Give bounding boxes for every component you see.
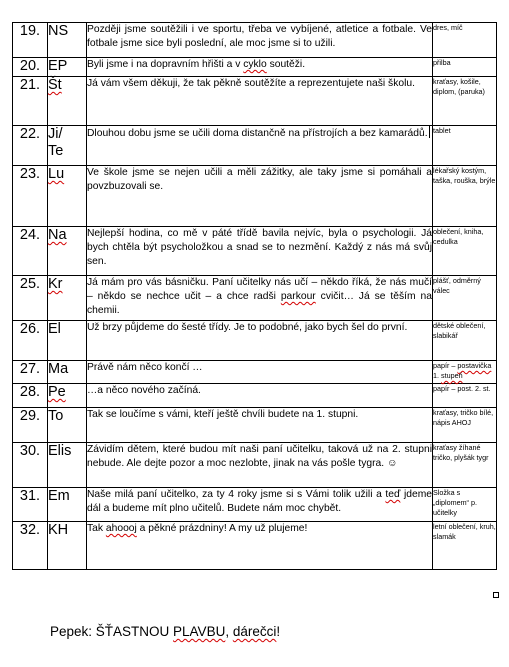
row-number: 30. [13,443,48,488]
speaker-initials: El [48,321,87,361]
row-number: 23. [13,166,48,227]
table-row [13,77,497,126]
row-number: 20. [13,58,48,77]
table-resize-handle[interactable] [493,592,499,598]
spoken-line: Ve škole jsme se nejen učili a měli zážitky, ale taky jsme si pomáhali a povzbuzovali se. [87,166,433,227]
props-costume: plášť, odměrný válec [433,276,497,321]
spoken-line: Závidím dětem, které budou mít naši paní učitelku, taková už na 2. stupni nebude. Ale dejte pozor a moc nezlobte, jinak na vás pošle tygra. ☺ [87,443,433,488]
props-costume: oblečení, kniha, cedulka [433,227,497,276]
row-number: 31. [13,488,48,522]
speaker-initials: Lu [48,166,87,227]
speaker-initials: KH [48,522,87,570]
row-number: 24. [13,227,48,276]
props-costume: kraťasy žíhané tričko, plyšák tygr [433,443,497,488]
text-cursor [429,126,430,138]
row-number: 32. [13,522,48,570]
speaker-initials: Na [48,227,87,276]
script-rows [13,23,497,570]
props-costume: kraťasy, tričko bílé, nápis AHOJ [433,408,497,443]
props-costume: kraťasy, košile, diplom, (paruka) [433,77,497,126]
row-number: 22. [13,126,48,166]
table-row [13,408,497,443]
table-row [13,126,497,166]
speaker-initials: Ji/ Te [48,126,87,166]
table-row [13,488,497,522]
props-costume: tablet [433,126,497,166]
table-row [13,227,497,276]
props-costume: papír – postavička 1. stupeň [433,361,497,384]
spoken-line: Už brzy půjdeme do šesté třídy. Je to podobné, jako bych šel do první. [87,321,433,361]
speaker-initials: Št [48,77,87,126]
props-costume: dres, míč [433,23,497,58]
row-number: 29. [13,408,48,443]
speaker-initials: Kr [48,276,87,321]
spoken-line: Dlouhou dobu jsme se učili doma distančně na přístrojích a bez kamarádů. [87,126,433,166]
table-row [13,58,497,77]
row-number: 21. [13,77,48,126]
props-costume: dětské oblečení, slabikář [433,321,497,361]
props-costume: Složka s „diplomem“ p. učitelky [433,488,497,522]
spoken-line: Naše milá paní učitelko, za ty 4 roky jsme si s Vámi tolik užili a teď jdeme dál a budeme mít plno učitelů. Budete nám moc chybět. [87,488,433,522]
speaker-initials: Em [48,488,87,522]
props-costume: letní oblečení, kruh, slamák [433,522,497,570]
row-number: 28. [13,384,48,408]
table-row [13,361,497,384]
table-row [13,166,497,227]
speaker-initials: Elis [48,443,87,488]
spoken-line: Tak ahoooj a pěkné prázdniny! A my už plujeme! [87,522,433,570]
speaker-initials: Pe [48,384,87,408]
row-number: 26. [13,321,48,361]
row-number: 19. [13,23,48,58]
spoken-line: …a něco nového začíná. [87,384,433,408]
spoken-line: Později jsme soutěžili i ve sportu, třeba ve vybíjené, atletice a fotbale. Ve fotbale jsme sice byli poslední, ale moc jsme si to užili. [87,23,433,58]
spoken-line: Já mám pro vás básničku. Paní učitelky nás učí – někdo říká, že nás mučí – někdo se nechce učit – a chce radši parkour cvičit… Já se těším na chemii. [87,276,433,321]
speaker-initials: NS [48,23,87,58]
props-costume: přilba [433,58,497,77]
table-row [13,522,497,570]
speaker-initials: To [48,408,87,443]
table-row [13,384,497,408]
row-number: 25. [13,276,48,321]
props-costume: lékařský kostým, taška, rouška, brýle [433,166,497,227]
table-row [13,276,497,321]
spoken-line: Právě nám něco končí … [87,361,433,384]
props-costume: papír – post. 2. st. [433,384,497,408]
table-row [13,321,497,361]
spoken-line: Nejlepší hodina, co mě v páté třídě bavila nejvíc, byla o psychologii. Já bych chtěla být psycholožkou a snad se to nezmění. Každý z nás má svůj sen. [87,227,433,276]
speaker-initials: Ma [48,361,87,384]
spoken-line: Já vám všem děkuji, že tak pěkně soutěžíte a reprezentujete naši školu. [87,77,433,126]
table-row [13,443,497,488]
spoken-line: Tak se loučíme s vámi, kteří ještě chvíli budete na 1. stupni. [87,408,433,443]
row-number: 27. [13,361,48,384]
table-row [13,23,497,58]
closing-line: Pepek: ŠŤASTNOU PLAVBU, dárečci! [50,624,281,639]
spoken-line: Byli jsme i na dopravním hřišti a v cyklo soutěži. [87,58,433,77]
script-table [12,22,497,570]
speaker-initials: EP [48,58,87,77]
